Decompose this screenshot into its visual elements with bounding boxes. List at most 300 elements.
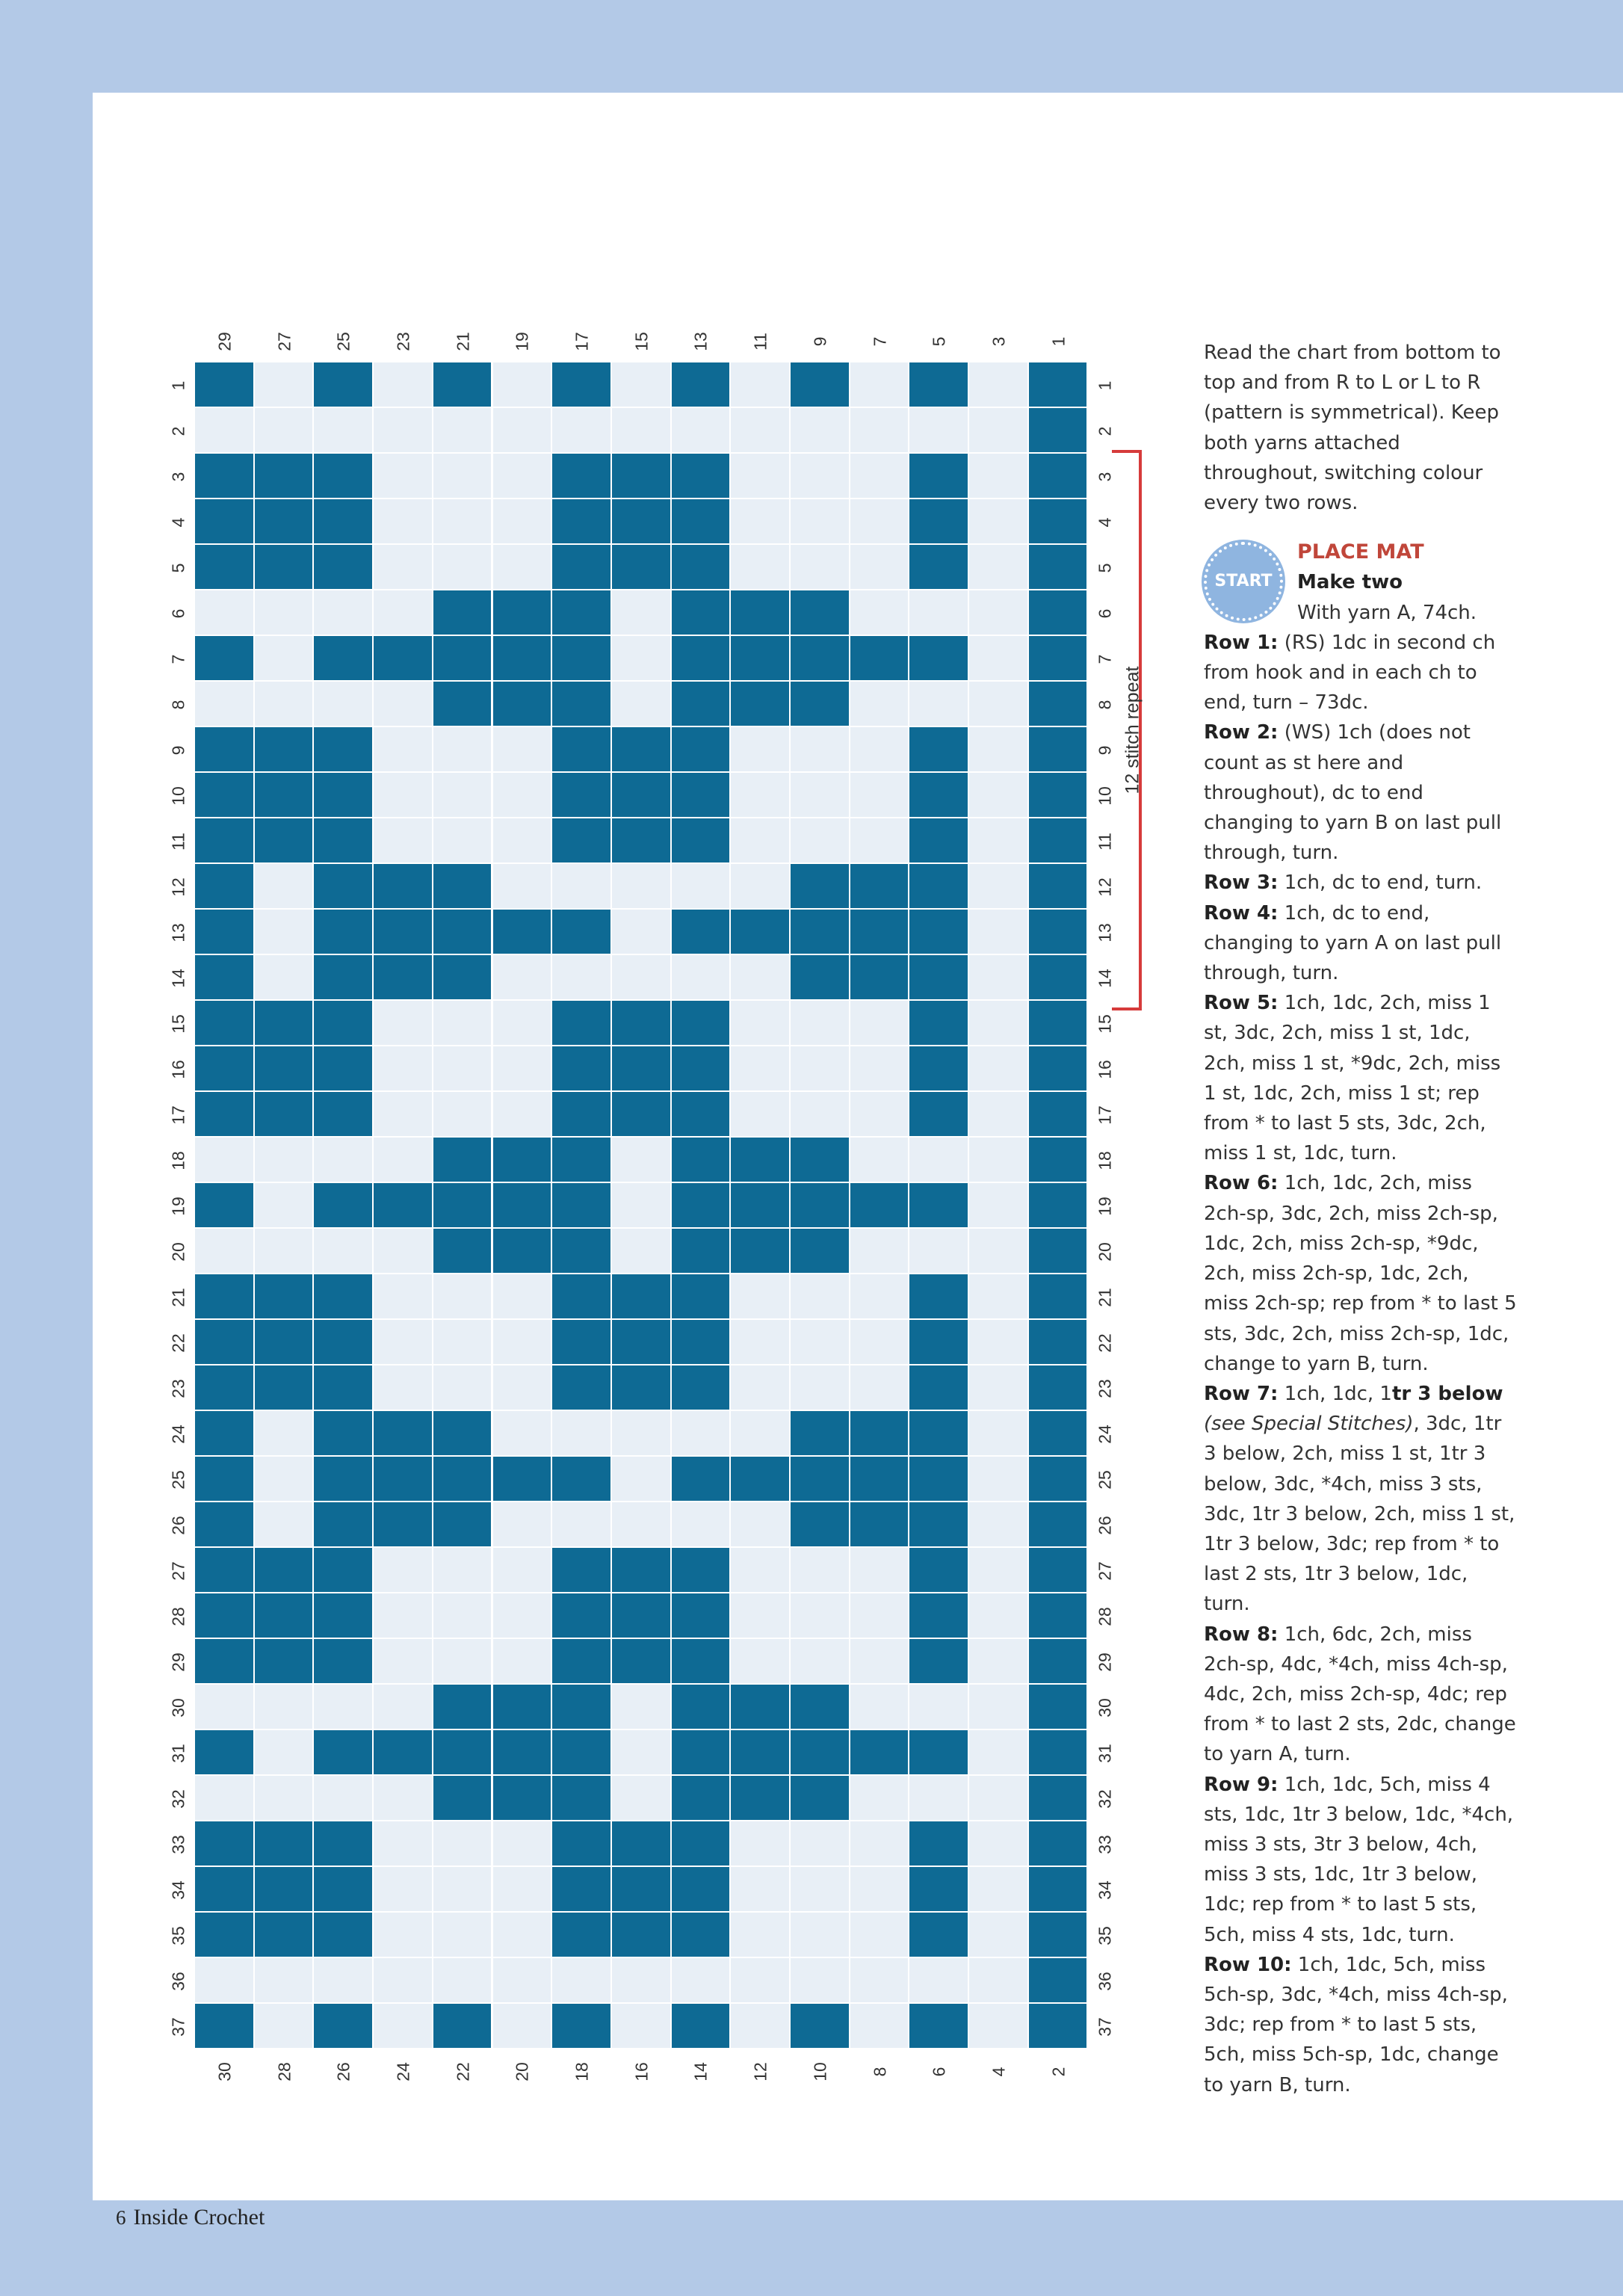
chart-cell — [433, 1958, 492, 2002]
chart-cell — [909, 1138, 968, 1182]
row-number-right: 28 — [1095, 1606, 1114, 1626]
chart-cell — [314, 499, 372, 543]
chart-cell — [195, 1229, 253, 1273]
chart-cell — [1029, 1046, 1087, 1090]
chart-cell — [314, 1320, 372, 1364]
chart-cell — [433, 1730, 492, 1774]
row-instruction: Row 3: 1ch, dc to end, turn. — [1204, 871, 1483, 895]
chart-cell — [969, 1046, 1027, 1090]
chart-cell — [731, 590, 789, 635]
chart-cell — [791, 1092, 849, 1136]
chart-cell — [374, 408, 432, 452]
chart-cell — [552, 1776, 610, 1820]
chart-cell — [552, 1411, 610, 1455]
chart-cell — [1029, 499, 1087, 543]
chart-cell — [612, 773, 670, 817]
chart-cell — [433, 1639, 492, 1683]
column-number-top: 17 — [572, 332, 592, 351]
chart-cell — [493, 590, 551, 635]
chart-cell — [969, 1092, 1027, 1136]
chart-cell — [731, 1457, 789, 1501]
chart-cell — [909, 1229, 968, 1273]
chart-cell — [612, 2004, 670, 2048]
chart-cell — [791, 1183, 849, 1227]
chart-cell — [791, 1138, 849, 1182]
row-number-left: 29 — [168, 1652, 188, 1672]
chart-cell — [791, 1411, 849, 1455]
chart-cell — [374, 1092, 432, 1136]
chart-cell — [493, 1821, 551, 1866]
chart-cell — [433, 910, 492, 954]
chart-cell — [493, 773, 551, 817]
chart-cell — [850, 818, 909, 862]
chart-cell — [672, 1639, 730, 1683]
chart-cell — [791, 1548, 849, 1592]
chart-cell — [969, 682, 1027, 726]
row-number-left: 28 — [168, 1606, 188, 1626]
chart-cell — [850, 1457, 909, 1501]
chart-cell — [1029, 1730, 1087, 1774]
chart-cell — [552, 910, 610, 954]
row-number-left: 3 — [168, 472, 188, 481]
chart-cell — [433, 1046, 492, 1090]
row-number-left: 35 — [168, 1925, 188, 1945]
chart-cell — [1029, 727, 1087, 771]
row-number-right: 3 — [1095, 472, 1114, 481]
chart-cell — [612, 1685, 670, 1729]
chart-cell — [255, 1274, 313, 1318]
chart-cell — [374, 727, 432, 771]
chart-cell — [374, 636, 432, 680]
chart-cell — [731, 1183, 789, 1227]
chart-cell — [1029, 1001, 1087, 1045]
row-number-left: 4 — [168, 517, 188, 527]
chart-cell — [493, 910, 551, 954]
chart-cell — [493, 1229, 551, 1273]
chart-cell — [969, 1776, 1027, 1820]
column-number-top: 21 — [453, 332, 473, 351]
chart-cell — [493, 1685, 551, 1729]
chart-cell — [552, 1958, 610, 2002]
chart-cell — [433, 955, 492, 999]
chart-cell — [493, 1001, 551, 1045]
chart-cell — [909, 1685, 968, 1729]
intro-paragraph: Read the chart from bottom to top and from R to L or L to R (pattern is symmetrical). Keep both yarns attached throughout, switching colour every two rows. — [1204, 342, 1501, 515]
chart-cell — [493, 636, 551, 680]
column-number-bottom: 22 — [453, 2062, 473, 2081]
chart-cell — [493, 499, 551, 543]
chart-cell — [195, 1776, 253, 1820]
chart-cell — [731, 1502, 789, 1546]
chart-cell — [731, 1411, 789, 1455]
chart-cell — [909, 1867, 968, 1911]
chart-cell — [731, 499, 789, 543]
chart-cell — [433, 1821, 492, 1866]
row-number-right: 29 — [1095, 1652, 1114, 1672]
chart-cell — [791, 454, 849, 498]
chart-cell — [909, 499, 968, 543]
chart-cell — [493, 1776, 551, 1820]
chart-cell — [791, 1593, 849, 1638]
yarn-instruction: With yarn A, 74ch. — [1297, 601, 1477, 624]
chart-cell — [969, 1685, 1027, 1729]
chart-cell — [314, 590, 372, 635]
row-instructions — [1204, 1620, 1518, 2100]
chart-cell — [612, 1229, 670, 1273]
chart-cell — [493, 727, 551, 771]
chart-cell — [909, 1593, 968, 1638]
row-number-right: 11 — [1095, 832, 1114, 851]
chart-cell — [850, 682, 909, 726]
chart-cell — [314, 1365, 372, 1410]
row-number-right: 25 — [1095, 1469, 1114, 1490]
chart-cell — [791, 1821, 849, 1866]
chart-cell — [552, 1138, 610, 1182]
chart-cell — [731, 1092, 789, 1136]
row-number-left: 18 — [168, 1150, 188, 1170]
chart-cell — [672, 408, 730, 452]
chart-cell — [672, 1457, 730, 1501]
chart-cell — [374, 1913, 432, 1957]
chart-cell — [374, 1320, 432, 1364]
chart-cell — [552, 773, 610, 817]
chart-cell — [612, 1183, 670, 1227]
row-number-left: 16 — [168, 1059, 188, 1079]
chart-cell — [433, 1867, 492, 1911]
chart-cell — [1029, 864, 1087, 908]
chart-cell — [255, 1001, 313, 1045]
chart-cell — [850, 1593, 909, 1638]
row-number-right: 22 — [1095, 1333, 1114, 1353]
chart-cell — [731, 2004, 789, 2048]
chart-cell — [672, 1867, 730, 1911]
chart-cell — [612, 955, 670, 999]
chart-cell — [433, 1776, 492, 1820]
row-instruction: Row 6: 1ch, 1dc, 2ch, miss 2ch-sp, 3dc, 2ch, miss 2ch-sp, 1dc, 2ch, miss 2ch-sp, *9dc, 2ch, miss 2ch-sp, 1dc, 2ch, miss 2ch-sp; rep from * to last 5 sts, 3dc, 2ch, miss 2ch-sp, 1dc, change to yarn B, turn. — [1204, 1172, 1517, 1375]
chart-cell — [791, 1320, 849, 1364]
row-number-right: 12 — [1095, 877, 1114, 897]
chart-cell — [374, 773, 432, 817]
chart-cell — [552, 682, 610, 726]
chart-cell — [493, 1411, 551, 1455]
chart-cell — [195, 499, 253, 543]
chart-cell — [731, 773, 789, 817]
row-number-left: 10 — [168, 786, 188, 806]
chart-cell — [850, 1821, 909, 1866]
chart-cell — [433, 1365, 492, 1410]
chart-cell — [1029, 1502, 1087, 1546]
chart-cell — [672, 773, 730, 817]
row-number-left: 6 — [168, 608, 188, 618]
chart-cell — [791, 1776, 849, 1820]
chart-cell — [493, 1548, 551, 1592]
chart-cell — [731, 545, 789, 589]
row-number-right: 19 — [1095, 1196, 1114, 1216]
chart-cell — [612, 1730, 670, 1774]
chart-cell — [791, 1867, 849, 1911]
chart-cell — [374, 1365, 432, 1410]
chart-cell — [374, 955, 432, 999]
chart-cell — [552, 1320, 610, 1364]
column-number-top: 27 — [274, 332, 294, 351]
row-number-right: 17 — [1095, 1105, 1114, 1125]
row-number-left: 19 — [168, 1196, 188, 1216]
page-footer — [116, 2205, 265, 2230]
chart-cell — [612, 1867, 670, 1911]
chart-cell — [612, 1274, 670, 1318]
chart-cell — [850, 2004, 909, 2048]
chart-cell — [1029, 636, 1087, 680]
chart-cell — [969, 818, 1027, 862]
column-number-top: 3 — [989, 336, 1009, 347]
row-instruction: Row 10: 1ch, 1dc, 5ch, miss 5ch-sp, 3dc, *4ch, miss 4ch-sp, 3dc; rep from * to last 5 sts, 5ch, miss 5ch-sp, 1dc, change to yarn B, turn. — [1204, 1953, 1508, 2096]
chart-cell — [731, 727, 789, 771]
chart-cell — [255, 1229, 313, 1273]
chart-cell — [255, 1365, 313, 1410]
chart-cell — [850, 1274, 909, 1318]
chart-cell — [850, 1365, 909, 1410]
chart-cell — [1029, 955, 1087, 999]
chart-cell — [1029, 773, 1087, 817]
chart-cell — [314, 1548, 372, 1592]
row-number-left: 12 — [168, 877, 188, 897]
row-number-right: 5 — [1095, 563, 1114, 573]
chart-cell — [314, 1229, 372, 1273]
chart-cell — [791, 1639, 849, 1683]
row-number-left: 32 — [168, 1789, 188, 1809]
row-number-left: 22 — [168, 1333, 188, 1353]
chart-cell — [612, 682, 670, 726]
chart-cell — [672, 1092, 730, 1136]
chart-cell — [969, 955, 1027, 999]
chart-cell — [909, 1320, 968, 1364]
chart-cell — [493, 2004, 551, 2048]
chart-cell — [255, 636, 313, 680]
chart-cell — [552, 1365, 610, 1410]
column-number-top: 23 — [393, 332, 413, 351]
chart-cell — [493, 1730, 551, 1774]
chart-cell — [374, 1457, 432, 1501]
chart-cell — [493, 1457, 551, 1501]
chart-cell — [195, 590, 253, 635]
chart-cell — [493, 408, 551, 452]
chart-cell — [731, 1685, 789, 1729]
chart-cell — [1029, 1867, 1087, 1911]
row-instruction: Row 2: (WS) 1ch (does not count as st here and throughout), dc to end changing to yarn B on last pull through, turn. — [1204, 721, 1502, 865]
chart-cell — [969, 1457, 1027, 1501]
chart-cell — [731, 864, 789, 908]
chart-cell — [850, 590, 909, 635]
row-instruction: Row 4: 1ch, dc to end, changing to yarn A on last pull through, turn. — [1204, 901, 1502, 985]
chart-cell — [195, 818, 253, 862]
chart-cell — [374, 1821, 432, 1866]
chart-cell — [850, 1548, 909, 1592]
repeat-label: 12 stitch repeat — [1122, 666, 1143, 794]
chart-cell — [850, 1138, 909, 1182]
chart-cell — [791, 408, 849, 452]
column-number-top: 5 — [929, 336, 949, 347]
chart-cell — [791, 1502, 849, 1546]
chart-cell — [195, 682, 253, 726]
row-number-left: 8 — [168, 700, 188, 709]
chart-cell — [255, 362, 313, 407]
chart-cell — [731, 1274, 789, 1318]
pattern-instructions — [1204, 338, 1518, 2100]
chart-cell — [552, 1457, 610, 1501]
chart-cell — [314, 1730, 372, 1774]
chart-cell — [493, 955, 551, 999]
column-number-top: 19 — [512, 332, 532, 351]
chart-cell — [195, 362, 253, 407]
chart-cell — [969, 1730, 1027, 1774]
column-number-bottom: 4 — [989, 2067, 1009, 2077]
row-number-left: 33 — [168, 1834, 188, 1854]
chart-cell — [969, 1502, 1027, 1546]
chart-cell — [612, 454, 670, 498]
row-number-left: 30 — [168, 1697, 188, 1718]
chart-cell — [969, 408, 1027, 452]
chart-cell — [314, 1138, 372, 1182]
chart-cell — [969, 590, 1027, 635]
chart-cell — [969, 1821, 1027, 1866]
chart-cell — [493, 1593, 551, 1638]
row-number-right: 4 — [1095, 517, 1114, 527]
chart-cell — [612, 408, 670, 452]
chart-cell — [909, 1913, 968, 1957]
start-badge: START — [1204, 542, 1283, 621]
chart-cell — [850, 773, 909, 817]
chart-cell — [791, 727, 849, 771]
chart-cell — [612, 1411, 670, 1455]
row-number-right: 34 — [1095, 1880, 1114, 1900]
chart-cell — [791, 1958, 849, 2002]
chart-cell — [314, 362, 372, 407]
chart-cell — [969, 1320, 1027, 1364]
chart-cell — [1029, 2004, 1087, 2048]
chart-cell — [195, 454, 253, 498]
chart-cell — [672, 1229, 730, 1273]
chart-cell — [314, 545, 372, 589]
row-number-left: 7 — [168, 654, 188, 664]
chart-cell — [909, 636, 968, 680]
chart-cell — [433, 362, 492, 407]
chart-cell — [969, 773, 1027, 817]
chart-cell — [374, 362, 432, 407]
chart-cell — [612, 1138, 670, 1182]
chart-cell — [791, 682, 849, 726]
row-number-right: 33 — [1095, 1834, 1114, 1854]
chart-cell — [1029, 1229, 1087, 1273]
chart-cell — [195, 1593, 253, 1638]
chart-cell — [969, 499, 1027, 543]
row-number-right: 9 — [1095, 745, 1114, 755]
row-number-left: 9 — [168, 745, 188, 755]
chart-cell — [850, 1776, 909, 1820]
chart-cell — [255, 1593, 313, 1638]
chart-cell — [612, 1001, 670, 1045]
chart-cell — [612, 864, 670, 908]
chart-cell — [493, 1274, 551, 1318]
chart-cell — [909, 1821, 968, 1866]
row-number-left: 23 — [168, 1378, 188, 1398]
chart-cell — [791, 362, 849, 407]
chart-cell — [1029, 682, 1087, 726]
chart-cell — [909, 727, 968, 771]
chart-cell — [314, 1593, 372, 1638]
chart-cell — [909, 408, 968, 452]
chart-cell — [672, 636, 730, 680]
chart-cell — [433, 1320, 492, 1364]
chart-cell — [255, 910, 313, 954]
chart-cell — [433, 454, 492, 498]
row-number-right: 8 — [1095, 700, 1114, 709]
chart-cell — [195, 1274, 253, 1318]
chart-cell — [612, 1092, 670, 1136]
chart-cell — [255, 682, 313, 726]
row-instruction: Row 5: 1ch, 1dc, 2ch, miss 1 st, 3dc, 2ch, miss 1 st, 1dc, 2ch, miss 1 st, *9dc, 2ch, miss 1 st, 1dc, 2ch, miss 1 st; rep from * to last 5 sts, 3dc, 2ch, miss 1 st, 1dc, turn. — [1204, 992, 1501, 1165]
chart-cell — [672, 1776, 730, 1820]
chart-cell — [612, 727, 670, 771]
chart-cell — [493, 1913, 551, 1957]
chart-cell — [433, 773, 492, 817]
chart-cell — [314, 1958, 372, 2002]
chart-cell — [195, 545, 253, 589]
row-number-left: 17 — [168, 1105, 188, 1125]
chart-cell — [195, 773, 253, 817]
chart-cell — [909, 773, 968, 817]
chart-cell — [374, 1138, 432, 1182]
page-number: 6 — [116, 2206, 126, 2229]
chart-cell — [850, 1958, 909, 2002]
chart-cell — [493, 1958, 551, 2002]
chart-cell — [791, 773, 849, 817]
chart-cell — [314, 818, 372, 862]
chart-cell — [314, 1685, 372, 1729]
chart-cell — [493, 362, 551, 407]
chart-cell — [433, 1593, 492, 1638]
chart-cell — [314, 1639, 372, 1683]
chart-cell — [969, 1274, 1027, 1318]
chart-cell — [314, 636, 372, 680]
chart-cell — [433, 1274, 492, 1318]
chart-cell — [433, 1183, 492, 1227]
chart-cell — [969, 1183, 1027, 1227]
chart-cell — [255, 1092, 313, 1136]
chart-cell — [195, 1320, 253, 1364]
chart-cell — [969, 1001, 1027, 1045]
column-number-bottom: 14 — [690, 2062, 711, 2081]
chart-cell — [672, 1320, 730, 1364]
chart-cell — [731, 408, 789, 452]
chart-cell — [909, 1365, 968, 1410]
chart-cell — [255, 590, 313, 635]
chart-cell — [1029, 1274, 1087, 1318]
chart-cell — [552, 1685, 610, 1729]
chart-cell — [909, 1548, 968, 1592]
chart-cell — [374, 1776, 432, 1820]
chart-cell — [314, 1046, 372, 1090]
chart-cell — [672, 1913, 730, 1957]
chart-cell — [433, 818, 492, 862]
chart-cell — [850, 636, 909, 680]
chart-cell — [433, 499, 492, 543]
chart-cell — [493, 1138, 551, 1182]
chart-cell — [850, 1913, 909, 1957]
chart-cell — [850, 1046, 909, 1090]
chart-cell — [493, 1365, 551, 1410]
row-number-left: 24 — [168, 1424, 188, 1444]
column-number-top: 25 — [333, 332, 353, 351]
